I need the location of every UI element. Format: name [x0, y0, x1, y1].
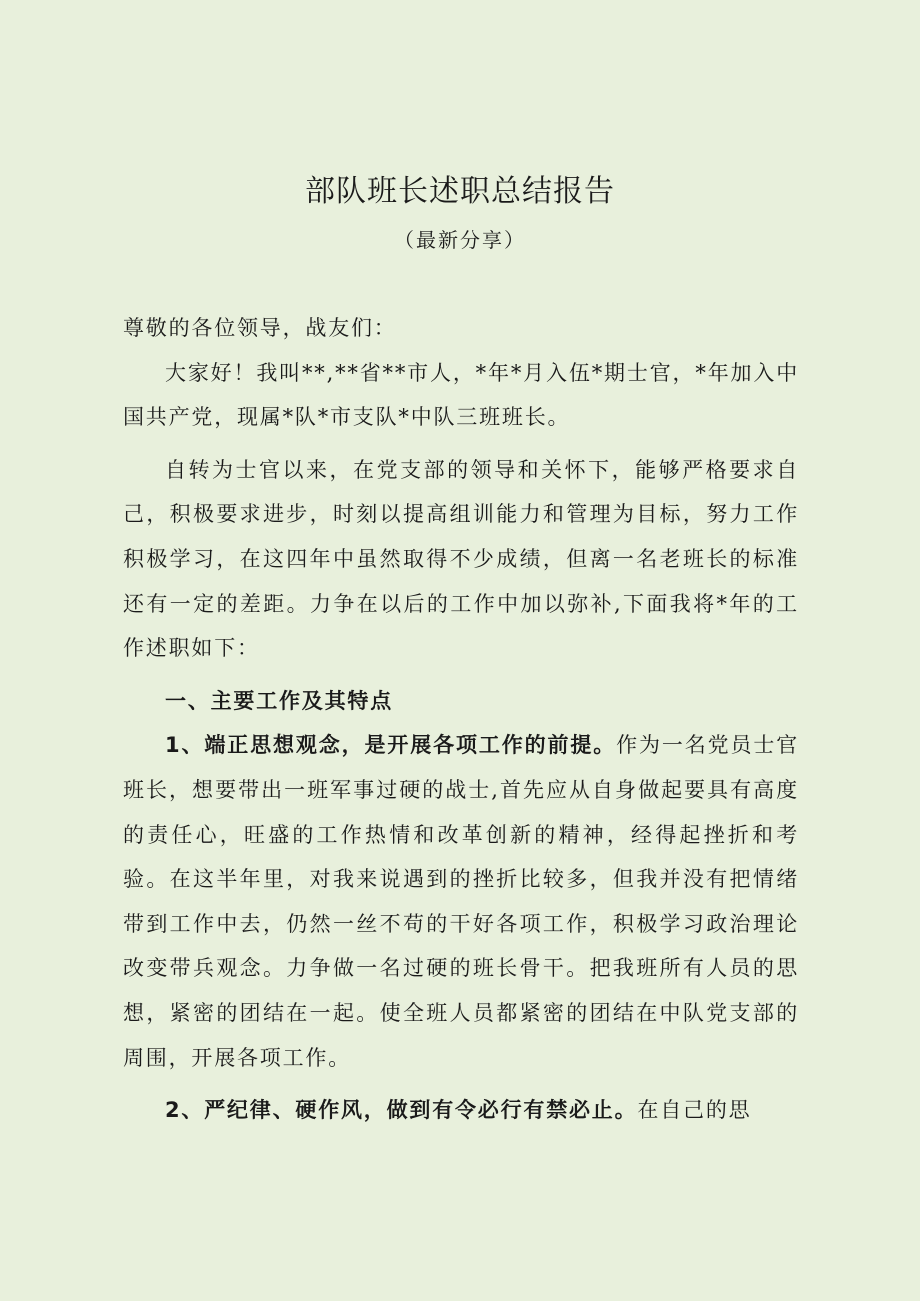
- document-title: 部队班长述职总结报告: [305, 174, 615, 209]
- item-2-lead: 2、严纪律、硬作风，做到有令必行有禁必止。: [165, 1098, 638, 1123]
- document-body: [123, 306, 799, 1133]
- item-2-paragraph: [123, 1088, 799, 1133]
- document-subtitle: （最新分享）: [394, 228, 526, 252]
- intro-paragraph: 大家好！我叫**,**省**市人，*年*月入伍*期士官，*年加入中国共产党，现属*队*市支队*中队三班班长。: [123, 360, 799, 430]
- item-2-text: 在自己的思: [637, 1098, 752, 1123]
- section-1-heading: 一、主要工作及其特点: [165, 688, 393, 713]
- item-1-text: 作为一名党员士官班长，想要带出一班军事过硬的战士,首先应从自身做起要具有高度的责任心，旺盛的工作热情和改革创新的精神，经得起挫折和考验。在这半年里，对我来说遇到的挫折比较多，但我并没有把情绪带到工作中去，仍然一丝不苟的干好各项工作，积极学习政治理论改变带兵观念。力争做一名过硬的班长骨干。把我班所有人员的思想，紧密的团结在一起。使全班人员都紧密的团结在中队党支部的周围，开展各项工作。: [123, 733, 799, 1070]
- item-1-lead: 1、端正思想观念，是开展各项工作的前提。: [165, 733, 617, 758]
- paragraph-2: 自转为士官以来，在党支部的领导和关怀下，能够严格要求自己，积极要求进步，时刻以提高组训能力和管理为目标，努力工作积极学习，在这四年中虽然取得不少成绩，但离一名老班长的标准还有一定的差距。力争在以后的工作中加以弥补,下面我将*年的工作述职如下：: [123, 457, 799, 661]
- item-1-paragraph: [123, 723, 799, 1080]
- salutation: 尊敬的各位领导，战友们：: [123, 316, 397, 340]
